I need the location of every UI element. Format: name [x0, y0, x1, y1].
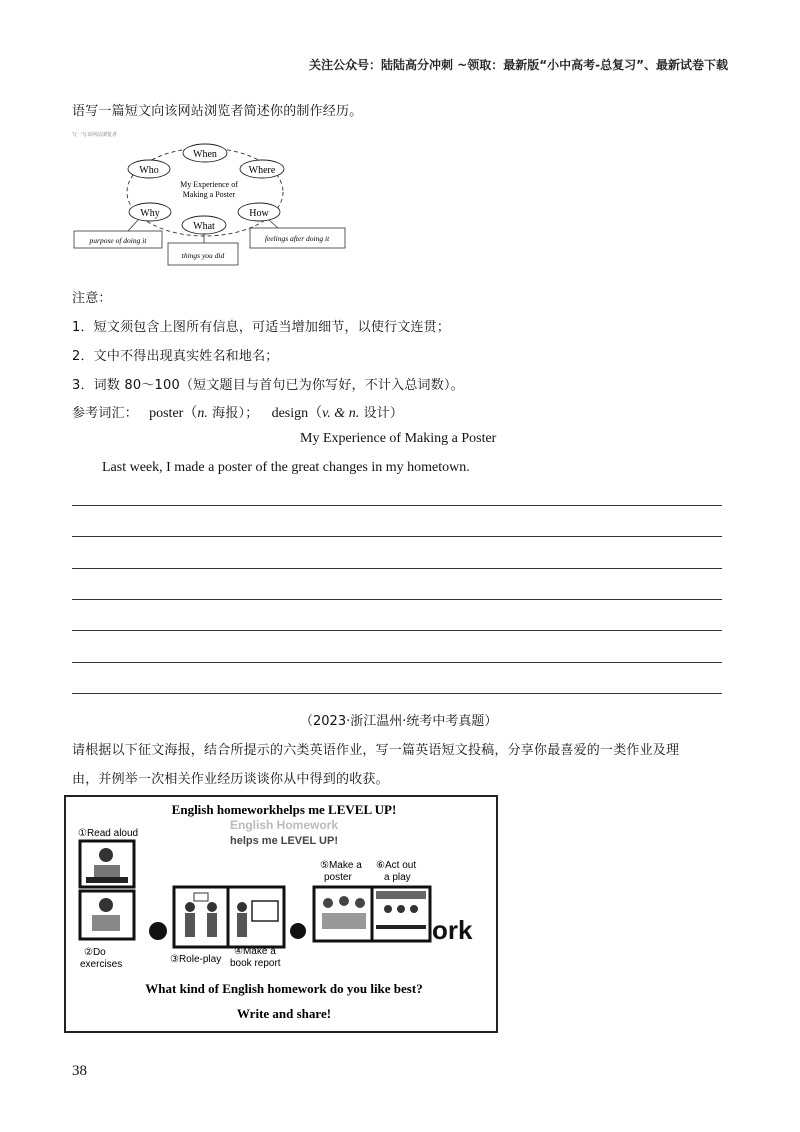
- vocab-word-poster: poster（: [149, 406, 198, 421]
- node-what-label: What: [193, 221, 215, 232]
- poster-cta: Write and share!: [236, 1006, 332, 1021]
- item-make-a-report: ④Make a: [234, 946, 276, 957]
- page-number: 38: [72, 1063, 87, 1079]
- item-read-aloud: ①Read aloud: [78, 828, 139, 839]
- node-why-label: Why: [140, 208, 160, 219]
- item-role-play: ③Role-play: [170, 954, 222, 965]
- role-a-head: [185, 902, 195, 912]
- page-header: 关注公众号：陆陆高分冲刺 ~领取：最新版“小中高考-总复习”、最新试卷下载: [309, 58, 728, 72]
- poster-letter-o: o: [157, 935, 159, 937]
- item-do: ②Do: [84, 947, 106, 958]
- poster-title: English homeworkhelps me LEVEL UP!: [171, 802, 397, 817]
- report-board: [252, 901, 278, 921]
- writing-line-7[interactable]: [72, 693, 722, 694]
- actor-c: [410, 905, 418, 913]
- vocab-line: [72, 402, 403, 422]
- poster-letter-o-dot: [149, 922, 167, 940]
- poster-svg: [66, 797, 496, 1031]
- item-act-out: ⑥Act out: [376, 860, 417, 871]
- poster-kid-b: [339, 896, 349, 906]
- item-exercises: exercises: [80, 959, 123, 970]
- poster-ghost-line1: English Homework: [229, 818, 339, 832]
- task2-prompt-line2: 由，并例举一次相关作业经历谈谈你从中得到的收获。: [72, 772, 389, 787]
- diagram-center-line1: My Experience of: [180, 180, 238, 189]
- essay-first-sentence: Last week, I made a poster of the great changes in my hometown.: [102, 460, 470, 475]
- mind-map-svg: [70, 130, 355, 270]
- frame-role-play: [174, 887, 228, 947]
- reporter-body: [237, 913, 247, 937]
- note-1: 1．短文须包含上图所有信息，可适当增加细节，以使行文连贯；: [72, 320, 451, 335]
- vocab-pos-poster: n.: [197, 406, 208, 421]
- mind-map-diagram: [70, 130, 355, 270]
- vocab-word-design: design（: [271, 406, 323, 421]
- stage-floor: [376, 925, 426, 929]
- poster-question: What kind of English homework do you like best?: [145, 981, 423, 996]
- note-2: 2．文中不得出现真实姓名和地名；: [72, 349, 279, 364]
- writing-line-5[interactable]: [72, 630, 722, 631]
- item-make-a-poster: ⑤Make a: [320, 860, 362, 871]
- actor-b: [397, 905, 405, 913]
- poster-letters-ork: ork: [432, 915, 473, 945]
- student-ex-body: [92, 915, 120, 931]
- connector-why: [128, 220, 138, 231]
- node-when-label: When: [193, 149, 217, 160]
- task1-intro-tail: 语写一篇短文向该网站浏览者简述你的制作经历。: [72, 104, 363, 119]
- poster-letter-e: e: [297, 935, 299, 937]
- item-a-play: a play: [384, 872, 411, 883]
- poster-kid-a: [323, 898, 333, 908]
- writing-line-4[interactable]: [72, 599, 722, 600]
- writing-line-1[interactable]: [72, 505, 722, 506]
- vocab-label: 参考词汇：: [72, 406, 139, 421]
- reporter-head: [237, 902, 247, 912]
- writing-line-2[interactable]: [72, 536, 722, 537]
- actor-a: [384, 905, 392, 913]
- diagram-center-line2: Making a Poster: [182, 190, 236, 199]
- role-b-body: [207, 913, 217, 937]
- item-poster: poster: [324, 872, 352, 883]
- task2-prompt-line1: 请根据以下征文海报，结合所提示的六类英语作业，写一篇英语短文投稿，分享你最喜爱的一类作业及理: [72, 743, 680, 758]
- student-read-body: [94, 865, 120, 879]
- notes-title: 注意：: [72, 291, 112, 306]
- student-read-head: [99, 848, 113, 862]
- vocab-meaning-poster: 海报）；: [207, 406, 259, 421]
- poster-kid-c: [355, 898, 365, 908]
- box-things-label: things you did: [181, 251, 225, 260]
- vocab-pos-design: v. & n.: [322, 406, 360, 421]
- poster-table: [322, 913, 366, 929]
- item-book-report: book report: [230, 958, 281, 969]
- writing-line-6[interactable]: [72, 662, 722, 663]
- node-where-label: Where: [248, 165, 276, 176]
- homework-poster: [64, 795, 498, 1033]
- node-who-label: Who: [139, 165, 159, 176]
- stage-curtain: [376, 891, 426, 899]
- writing-line-3[interactable]: [72, 568, 722, 569]
- box-purpose-label: purpose of doing it: [89, 236, 147, 245]
- node-how-label: How: [249, 208, 269, 219]
- role-b-head: [207, 902, 217, 912]
- student-ex-head: [99, 898, 113, 912]
- read-desk: [86, 877, 128, 883]
- poster-ghost-line2: helps me LEVEL UP!: [230, 835, 338, 847]
- connector-how: [269, 220, 278, 228]
- box-feelings-label: feelings after doing it: [264, 234, 330, 243]
- vocab-meaning-design: 设计）: [359, 406, 404, 421]
- role-a-body: [185, 913, 195, 937]
- essay-title: My Experience of Making a Poster: [300, 431, 497, 446]
- scan-label: 写一写该网站浏览者: [72, 132, 118, 138]
- note-3: 3．词数 80～100（短文题目与首句已为你写好，不计入总词数）。: [72, 378, 464, 393]
- task2-source: （2023·浙江温州·统考中考真题）: [300, 714, 498, 729]
